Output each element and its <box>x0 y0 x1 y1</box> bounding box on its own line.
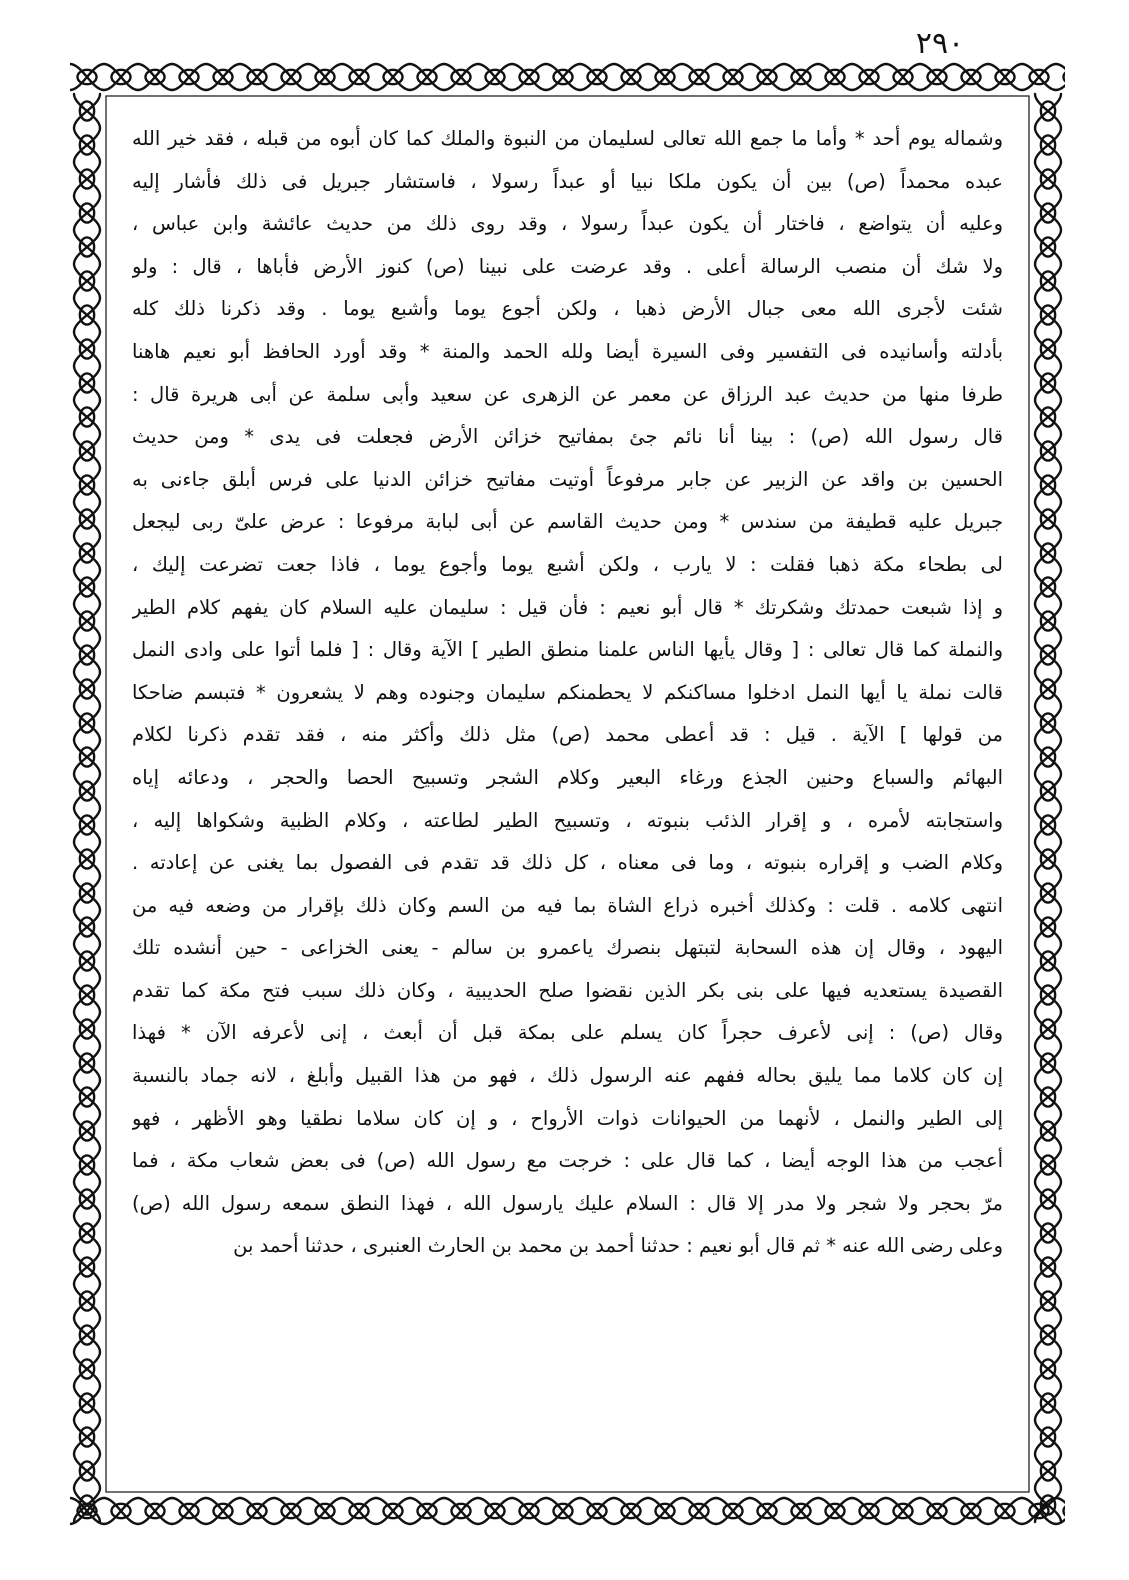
text-line: عبده محمداً (ص) بين أن يكون ملكا نبيا أو عبداً رسولا ، فاستشار جبريل فى ذلك فأشار إليه <box>132 169 1003 193</box>
text-line: الحسين بن واقد عن الزبير عن جابر مرفوعاً أوتيت مفاتيح خزائن الدنيا على فرس أبلق جاءنى به <box>132 467 1003 491</box>
text-line: من قولها ] الآية . قيل : قد أعطى محمد (ص) مثل ذلك وأكثر منه ، فقد تقدم ذكرنا لكلام <box>132 723 1003 747</box>
text-line: و إذا شبعت حمدتك وشكرتك * قال أبو نعيم : فأن قيل : سليمان عليه السلام كان يفهم كلام الطير <box>132 595 1003 619</box>
page-number: ٢٩٠ <box>915 26 965 61</box>
text-line: وقال (ص) : إنى لأعرف حجراً كان يسلم على بمكة قبل أن أبعث ، إنى لأعرفه الآن * فهذا <box>132 1021 1003 1045</box>
text-line: وشماله يوم أحد * وأما ما جمع الله تعالى لسليمان من النبوة والملك كما كان أبوه من قبله ، فقد خير الله <box>132 127 1003 150</box>
text-line: طرفا منها من حديث عبد الرزاق عن معمر عن الزهرى عن سعيد وأبى سلمة عن أبى هريرة قال : <box>132 382 1003 406</box>
text-line: أعجب من هذا الوجه أيضا ، كما قال على : خرجت مع رسول الله (ص) فى بعض شعاب مكة ، فما <box>132 1149 1003 1173</box>
text-line: قال رسول الله (ص) : بينا أنا نائم جئ بمفاتيح خزائن الأرض فجعلت فى يدى * ومن حديث <box>132 425 1003 449</box>
text-line: وكلام الضب و إقراره بنبوته ، وما فى معناه ، كل ذلك قد تقدم فى الفصول بما يغنى عن إعادته . <box>132 851 1003 875</box>
text-line: جبريل عليه قطيفة من سندس * ومن حديث القاسم عن أبى لبابة مرفوعا : عرض علىّ ربى ليجعل <box>132 510 1003 534</box>
text-line: واستجابته لأمره ، و إقرار الذئب بنبوته ، وتسبيح الطير لطاعته ، وكلام الظبية وشكواها إليه ، <box>132 808 1003 832</box>
text-line: مرّ بحجر ولا شجر ولا مدر إلا قال : السلام عليك يارسول الله ، فهذا النطق سمعه رسول الله (ص) <box>132 1191 1003 1215</box>
text-line: البهائم والسباع وحنين الجذع ورغاء البعير وكلام الشجر وتسبيح الحصا والحجر ، ودعائه إياه <box>132 765 1003 789</box>
page-body-text <box>132 118 1003 1268</box>
text-line: ولا شك أن منصب الرسالة أعلى . وقد عرضت على نبينا (ص) كنوز الأرض فأباها ، قال : ولو <box>132 254 1003 278</box>
text-line: القصيدة يستعديه فيها على بنى بكر الذين نقضوا صلح الحديبية ، وكان ذلك سبب فتح مكة كما تقدم <box>132 978 1003 1002</box>
text-line: إن كان كلاما مما يليق بحاله ففهم عنه الرسول ذلك ، فهو من هذا القبيل وأبلغ ، لانه جماد بالنسبة <box>132 1064 1003 1088</box>
text-line: لى بطحاء مكة ذهبا فقلت : لا يارب ، ولكن أشبع يوما وأجوع يوما ، فاذا جعت تضرعت إليك ، <box>132 552 1003 576</box>
text-line: وعلى رضى الله عنه * ثم قال أبو نعيم : حدثنا أحمد بن محمد بن الحارث العنبرى ، حدثنا أحمد بن <box>233 1234 1003 1258</box>
text-line: قالت نملة يا أيها النمل ادخلوا مساكنكم لا يحطمنكم سليمان وجنوده وهم لا يشعرون * فتبسم ضاحكا <box>132 680 1003 704</box>
text-line: انتهى كلامه . قلت : وكذلك أخبره ذراع الشاة بما فيه من السم وكان ذلك بإقرار من وضعه فيه من <box>132 893 1003 917</box>
text-line: اليهود ، وقال إن هذه السحابة لتبتهل بنصرك ياعمرو بن سالم - يعنى الخزاعى - حين أنشده تلك <box>132 936 1003 960</box>
text-line: شئت لأجرى الله معى جبال الأرض ذهبا ، ولكن أجوع يوما وأشبع يوما . وقد ذكرنا ذلك كله <box>132 297 1003 321</box>
text-line: بأدلته وأسانيده فى التفسير وفى السيرة أيضا ولله الحمد والمنة * وقد أورد الحافظ أبو نعيم هاهنا <box>132 339 1003 363</box>
text-line: وعليه أن يتواضع ، فاختار أن يكون عبداً رسولا ، وقد روى ذلك من حديث عائشة وابن عباس ، <box>132 212 1003 236</box>
text-line: والنملة كما قال تعالى : [ وقال يأيها الناس علمنا منطق الطير ] الآية وقال : [ فلما أتوا على وادى النمل <box>132 638 1003 662</box>
text-line: إلى الطير والنمل ، لأنهما من الحيوانات ذوات الأرواح ، و إن كان سلاما نطقيا وهو الأظهر ، فهو <box>132 1106 1003 1130</box>
